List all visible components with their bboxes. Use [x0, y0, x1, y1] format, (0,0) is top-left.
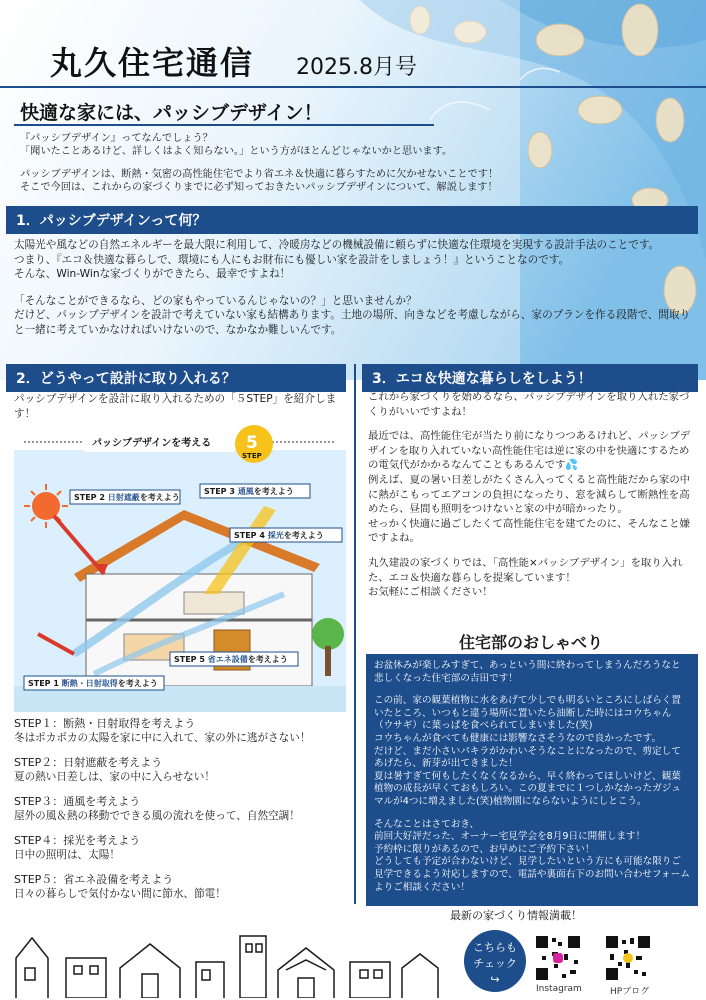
step-title: STEP４：採光を考えよう: [14, 834, 141, 847]
section3-heading: 3．エコ＆快適な暮らしをしよう！: [362, 364, 698, 392]
talk-paragraph: お盆休みが楽しみすぎて、あっという間に終わってしまうんだろうなと悲しくなった住宅部の吉田です！: [374, 660, 681, 684]
step-badge-label: STEP: [242, 452, 262, 460]
step-tag-2: STEP 2 日射遮蔽を考えよう: [74, 493, 180, 502]
step-text: 屋外の風＆熱の移動でできる風の流れを使って、自然空調！: [14, 810, 300, 822]
column-divider: [354, 364, 356, 904]
check-badge[interactable]: [464, 930, 526, 992]
section3-paragraph: これから家づくりを始めるなら、パッシブデザインを取り入れた家づくりがいいですよね！: [368, 391, 690, 418]
issue-date: 2025.8月号: [296, 55, 417, 80]
town-illustration: [10, 918, 450, 998]
section1-heading: 1．パッシブデザインって何？: [6, 206, 698, 234]
talk-heading: 住宅部のおしゃべり: [458, 633, 603, 652]
passive-design-illustration: [14, 424, 346, 712]
step-badge-number: 5: [246, 433, 258, 453]
step-text: 日中の照明は、太陽！: [14, 849, 120, 861]
illustration-banner: パッシブデザインを考える: [92, 438, 212, 449]
step-text: 夏の熱い日差しは、家の中に入らせない！: [14, 771, 215, 783]
section2-intro: [14, 392, 344, 422]
section1-paragraph: 「そんなことができるなら、どの家もやっているんじゃないの？」と思いませんか？ だけど、パッシブデザインを設計で考えていない家も結構あります。土地の場所、向きなどを考慮しながら、家のプランを作る段階で、間取りと一緒に考えていかなければいけないので、なかなか難しいんです。: [14, 294, 691, 336]
step-item: [14, 872, 344, 902]
intro-text: [20, 132, 520, 204]
newsletter-title: 丸久住宅通信: [50, 44, 255, 82]
section3-body: [368, 390, 696, 610]
blog-qr-code[interactable]: [604, 934, 652, 982]
step-title: STEP３：通風を考えよう: [14, 795, 141, 808]
step-list: [14, 716, 344, 911]
step-tag-1: STEP 1 断熱・日射取得を考えよう: [28, 679, 158, 688]
step-item: [14, 716, 344, 746]
page-headline: 快適な家には、パッシブデザイン！: [20, 102, 323, 124]
talk-paragraph: この前、家の観葉植物に水をあげて少しでも明るいところにしばらく置いたところ、いつもと違う場所に置いたら油断した時にはコウちゃん（ウサギ）に葉っぱを食べられてしまいました(笑) コウちゃんが食べても健康には影響なさそうなので良かったです。 だけど、まだ小さいパキラがかわいそうなことになったので、剪定してあげたら、新芽が出てきました！ 夏は暑すぎて何もしたくなくなるから、早く終わってほしいけど、観葉植物の成長が早くておもしろい。この夏までに１つしかなかったガジュマルが4つに増えました(笑)植物園にならないようにしとこう。: [374, 695, 681, 807]
step-item: [14, 833, 344, 863]
instagram-qr-code[interactable]: [534, 934, 582, 982]
intro-paragraph: パッシブデザインは、断熱・気密の高性能住宅でより省エネ＆快適に暮らすために欠かせないことです！ そこで今回は、これからの家づくりまでに必ず知っておきたいパッシブデザインについて、解説します！: [20, 169, 499, 193]
tree-icon: [312, 618, 344, 650]
step-title: STEP１：断熱・日射取得を考えよう: [14, 717, 196, 730]
arrow-icon: ↪: [490, 973, 500, 986]
check-line1: こちらも: [473, 941, 517, 954]
footer-latest-text: 最新の家づくり情報満載！: [450, 909, 582, 922]
section3-paragraph: 丸久建設の家づくりでは、「高性能×パッシブデザイン」を取り入れた、エコ＆快適な暮らしを提案しています！ お気軽にご相談ください！: [368, 556, 683, 599]
intro-paragraph: 『パッシブデザイン』ってなんでしょう？ 「聞いたことあるけど、詳しくはよく知らない。」という方がほとんどじゃないかと思います。: [20, 133, 453, 157]
check-line2: チェック: [473, 957, 517, 970]
section2-heading: 2．どうやって設計に取り入れる？: [6, 364, 346, 392]
headline-underline: [14, 124, 434, 126]
step-item: [14, 794, 344, 824]
step-text: 冬はポカポカの太陽を家に中に入れて、家の外に逃がさない！: [14, 732, 311, 744]
section1-body: [14, 238, 694, 349]
masthead-rule: [0, 86, 706, 88]
step-tag-4: STEP 4 採光を考えよう: [234, 531, 324, 540]
step-tag-5: STEP 5 省エネ設備を考えよう: [174, 655, 288, 664]
step-text: 日々の暮らしで気付かない間に節水、節電！: [14, 888, 226, 900]
step-title: STEP２：日射遮蔽を考えよう: [14, 756, 163, 769]
section3-paragraph: 最近では、高性能住宅が当たり前になりつつあるけれど、パッシブデザインを取り入れていない高性能住宅は逆に家の中を快適にするための電気代がかかるなんてこともあるんです💦 例えば、夏の暑い日差しがたくさん入ってくると高性能だから家の中に熱がこもってエアコンの負担になったり、窓を減らして断熱性を高めたら、昼間も照明をつけないと家の中が暗かったり。 せっかく快適に過ごしたくて高性能住宅を建てたのに、そんなこと嫌ですよね。: [368, 430, 691, 545]
talk-paragraph: そんなことはさておき、 前回大好評だった、オーナー宅見学会を8月9日に開催します！ 予約枠に限りがあるので、お早めにご予約下さい！ どうしても予定が合わないけど、見学したいという方にも可能な限りご見学できるよう対応しますので、電話や裏面右下のお問い合わせフォームよりご相談ください！: [374, 818, 690, 893]
talk-box: [366, 654, 698, 906]
blog-label: HPブログ: [610, 987, 650, 997]
section2-intro-text: パッシブデザインを設計に取り入れるための「５STEP」を紹介します！: [14, 393, 337, 420]
instagram-label: Instagram: [536, 984, 582, 994]
step-tag-3: STEP 3 通風を考えよう: [204, 487, 294, 496]
section1-paragraph: 太陽光や風などの自然エネルギーを最大限に利用して、冷暖房などの機械設備に頼らずに快適な住環境を実現する設計手法のことです。 つまり、『エコ＆快適な暮らしで、環境にも人にもお財布にも優しい家を設計をしましょう！』ということなのです。 そんな、Win-Winな家づくりができたら、最幸ですよね！: [14, 239, 660, 280]
step-item: [14, 755, 344, 785]
step-title: STEP５：省エネ設備を考えよう: [14, 873, 174, 886]
